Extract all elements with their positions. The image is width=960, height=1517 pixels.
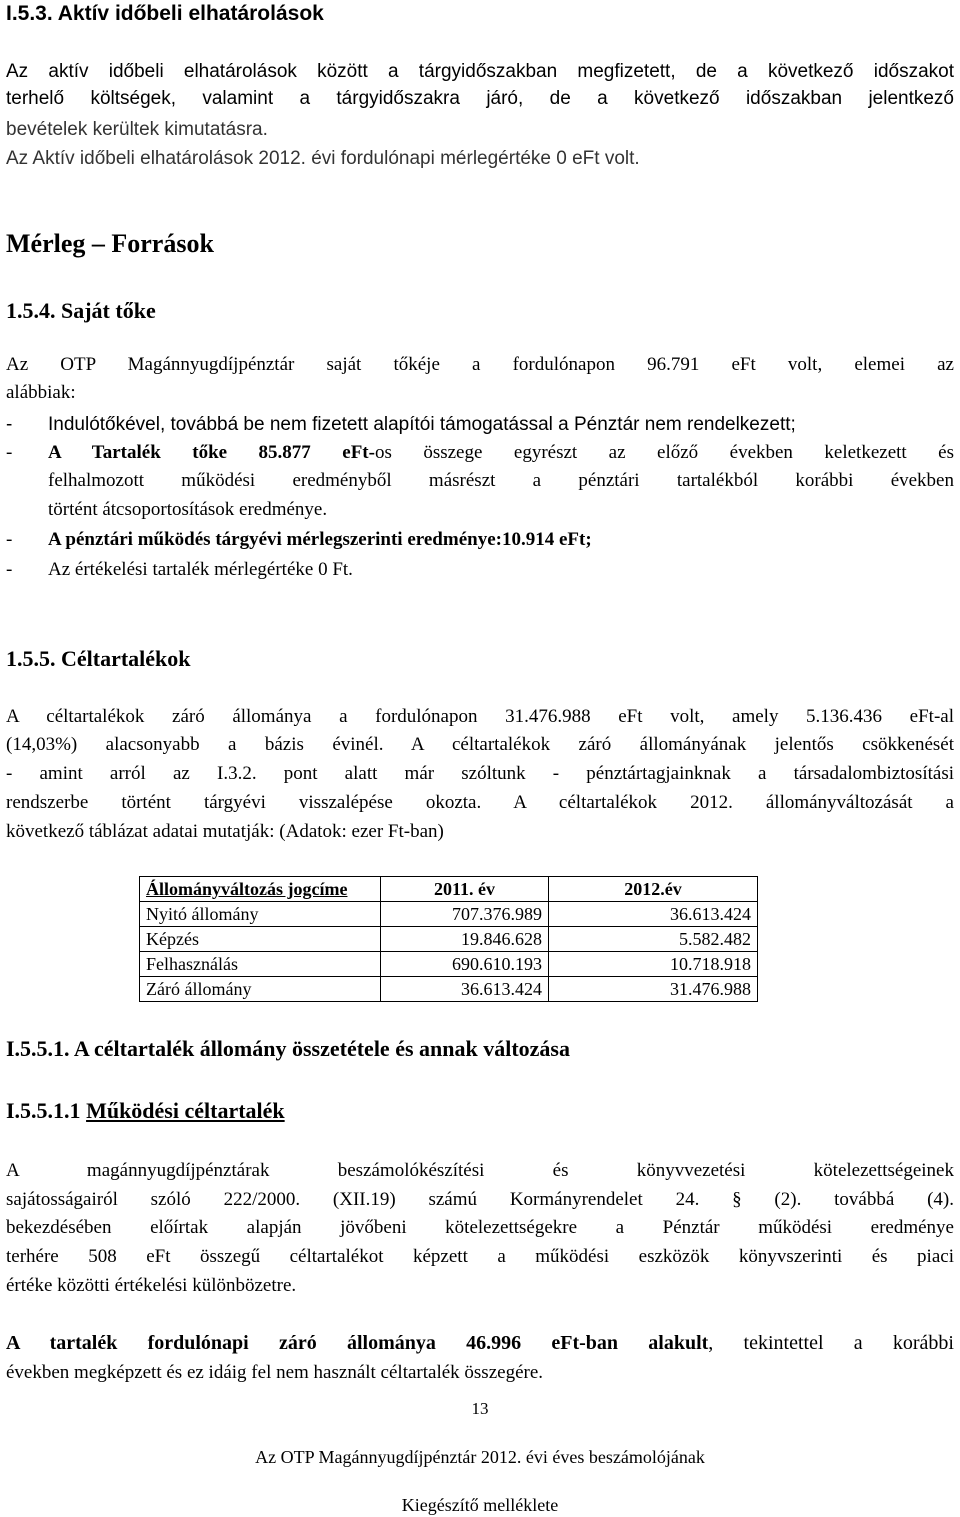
- table-cell: 10.718.918: [549, 952, 758, 977]
- bold-text: A tartalék fordulónapi záró állománya 46.996 eFt-ban alakult: [6, 1332, 709, 1354]
- table-row: [140, 977, 758, 1002]
- table-row: [140, 902, 758, 927]
- table-header-row: [140, 877, 758, 902]
- table-cell: 5.582.482: [549, 927, 758, 952]
- footer-line: Kiegészítő melléklete: [401, 1495, 559, 1515]
- table-cell: 690.610.193: [381, 952, 549, 977]
- paragraph-line: felhalmozott működési eredményből másrészt a pénztári tartalékból korábbi években: [48, 470, 954, 491]
- paragraph-line: alábbiak:: [6, 382, 76, 403]
- table-cell: 36.613.424: [549, 902, 758, 927]
- bullet-text: Az értékelési tartalék mérlegértéke 0 Ft.: [48, 559, 353, 580]
- table-cell: 36.613.424: [381, 977, 549, 1002]
- section-title-text: Működési céltartalék: [86, 1098, 285, 1123]
- table-cell: Felhasználás: [140, 952, 381, 977]
- paragraph-line: [6, 1329, 954, 1357]
- merleg-title: Mérleg – Források: [6, 229, 214, 258]
- paragraph-line: rendszerbe történt tárgyévi visszalépése okozta. A céltartalékok 2012. állományváltozását a: [6, 792, 954, 813]
- allomanyvaltozas-table: [139, 876, 758, 1002]
- bullet-dash: -: [6, 529, 13, 550]
- table-cell: Képzés: [140, 927, 381, 952]
- paragraph-line: bekezdésében előírtak alapján jövőbeni kötelezettségekre a Pénztár működési eredménye: [6, 1217, 954, 1238]
- footer-line: Az OTP Magánnyugdíjpénztár 2012. évi éves beszámolójának: [255, 1447, 705, 1467]
- table-header-cell: 2012.év: [549, 877, 758, 902]
- paragraph-line: Az aktív időbeli elhatárolások között a tárgyidőszakban megfizetett, de a következő időszakot: [6, 61, 954, 82]
- section-title-155: 1.5.5. Céltartalékok: [6, 646, 191, 671]
- paragraph-line: terhére 508 eFt összegű céltartalékot képzett a működési eszközök könyvszerinti és piaci: [6, 1246, 954, 1267]
- paragraph-line: Az OTP Magánnyugdíjpénztár saját tőkéje a fordulónapon 96.791 eFt volt, elemei az: [6, 354, 954, 375]
- paragraph-line: Az Aktív időbeli elhatárolások 2012. évi fordulónapi mérlegértéke 0 eFt volt.: [6, 148, 640, 169]
- table-cell: Záró állomány: [140, 977, 381, 1002]
- paragraph-line: években megképzett és ez idáig fel nem használt céltartalék összegére.: [6, 1362, 544, 1383]
- bullet-item: [6, 440, 954, 466]
- paragraph-line: - amint arról az I.3.2. pont alatt már szóltunk - pénztártagjainknak a társadalombiztosítási: [6, 763, 954, 784]
- section-title-15511: [6, 1097, 954, 1125]
- paragraph-line: terhelő költségek, valamint a tárgyidőszakra járó, de a következő időszakban jelentkező: [6, 88, 954, 109]
- table-cell: 19.846.628: [381, 927, 549, 952]
- section-title-1551: I.5.5.1. A céltartalék állomány összetétele és annak változása: [6, 1036, 570, 1061]
- bullet-dash: -: [6, 442, 13, 463]
- paragraph-line: bevételek kerültek kimutatásra.: [6, 119, 268, 140]
- text: , tekintettel a korábbi: [708, 1332, 954, 1354]
- paragraph-line: értéke közötti értékelési különbözetre.: [6, 1275, 297, 1296]
- paragraph-line: következő táblázat adatai mutatják: (Adatok: ezer Ft-ban): [6, 821, 444, 842]
- bullet-item: [6, 557, 954, 583]
- section-title-153: I.5.3. Aktív időbeli elhatárolások: [6, 2, 324, 25]
- paragraph-line: A magánnyugdíjpénztárak beszámolókészítési és könyvvezetési kötelezettségeinek: [6, 1160, 954, 1181]
- bullet-text-bold: A pénztári működés tárgyévi mérlegszerinti eredménye:10.914 eFt;: [48, 529, 592, 550]
- table-cell: 31.476.988: [549, 977, 758, 1002]
- bullet-dash: -: [6, 559, 13, 580]
- paragraph-line: (14,03%) alacsonyabb a bázis évinél. A céltartalékok záró állományának jelentős csökkenését: [6, 734, 954, 755]
- bullet-text: os összege egyrészt az előző években keletkezett és: [374, 442, 954, 463]
- table-cell: Nyitó állomány: [140, 902, 381, 927]
- bullet-dash: -: [6, 414, 13, 435]
- bullet-item: [6, 527, 954, 553]
- bullet-item: [6, 412, 954, 438]
- section-number: I.5.5.1.1: [6, 1098, 87, 1123]
- table-row: [140, 952, 758, 977]
- table-header-cell: Állományváltozás jogcíme: [140, 877, 381, 902]
- table-row: [140, 927, 758, 952]
- table-cell: 707.376.989: [381, 902, 549, 927]
- paragraph-line: történt átcsoportosítások eredménye.: [48, 499, 328, 520]
- bullet-text-bold: A Tartalék tőke 85.877 eFt-: [48, 442, 375, 463]
- section-title-154: 1.5.4. Saját tőke: [6, 298, 156, 323]
- paragraph-line: sajátosságairól szóló 222/2000. (XII.19) számú Kormányrendelet 24. § (2). továbbá (4).: [6, 1189, 954, 1210]
- page-number: 13: [471, 1399, 489, 1418]
- table-header-cell: 2011. év: [381, 877, 549, 902]
- paragraph-line: A céltartalékok záró állománya a fordulónapon 31.476.988 eFt volt, amely 5.136.436 eFt-al: [6, 706, 954, 727]
- bullet-text: Indulótőkével, továbbá be nem fizetett alapítói támogatással a Pénztár nem rendelkezett;: [48, 414, 796, 435]
